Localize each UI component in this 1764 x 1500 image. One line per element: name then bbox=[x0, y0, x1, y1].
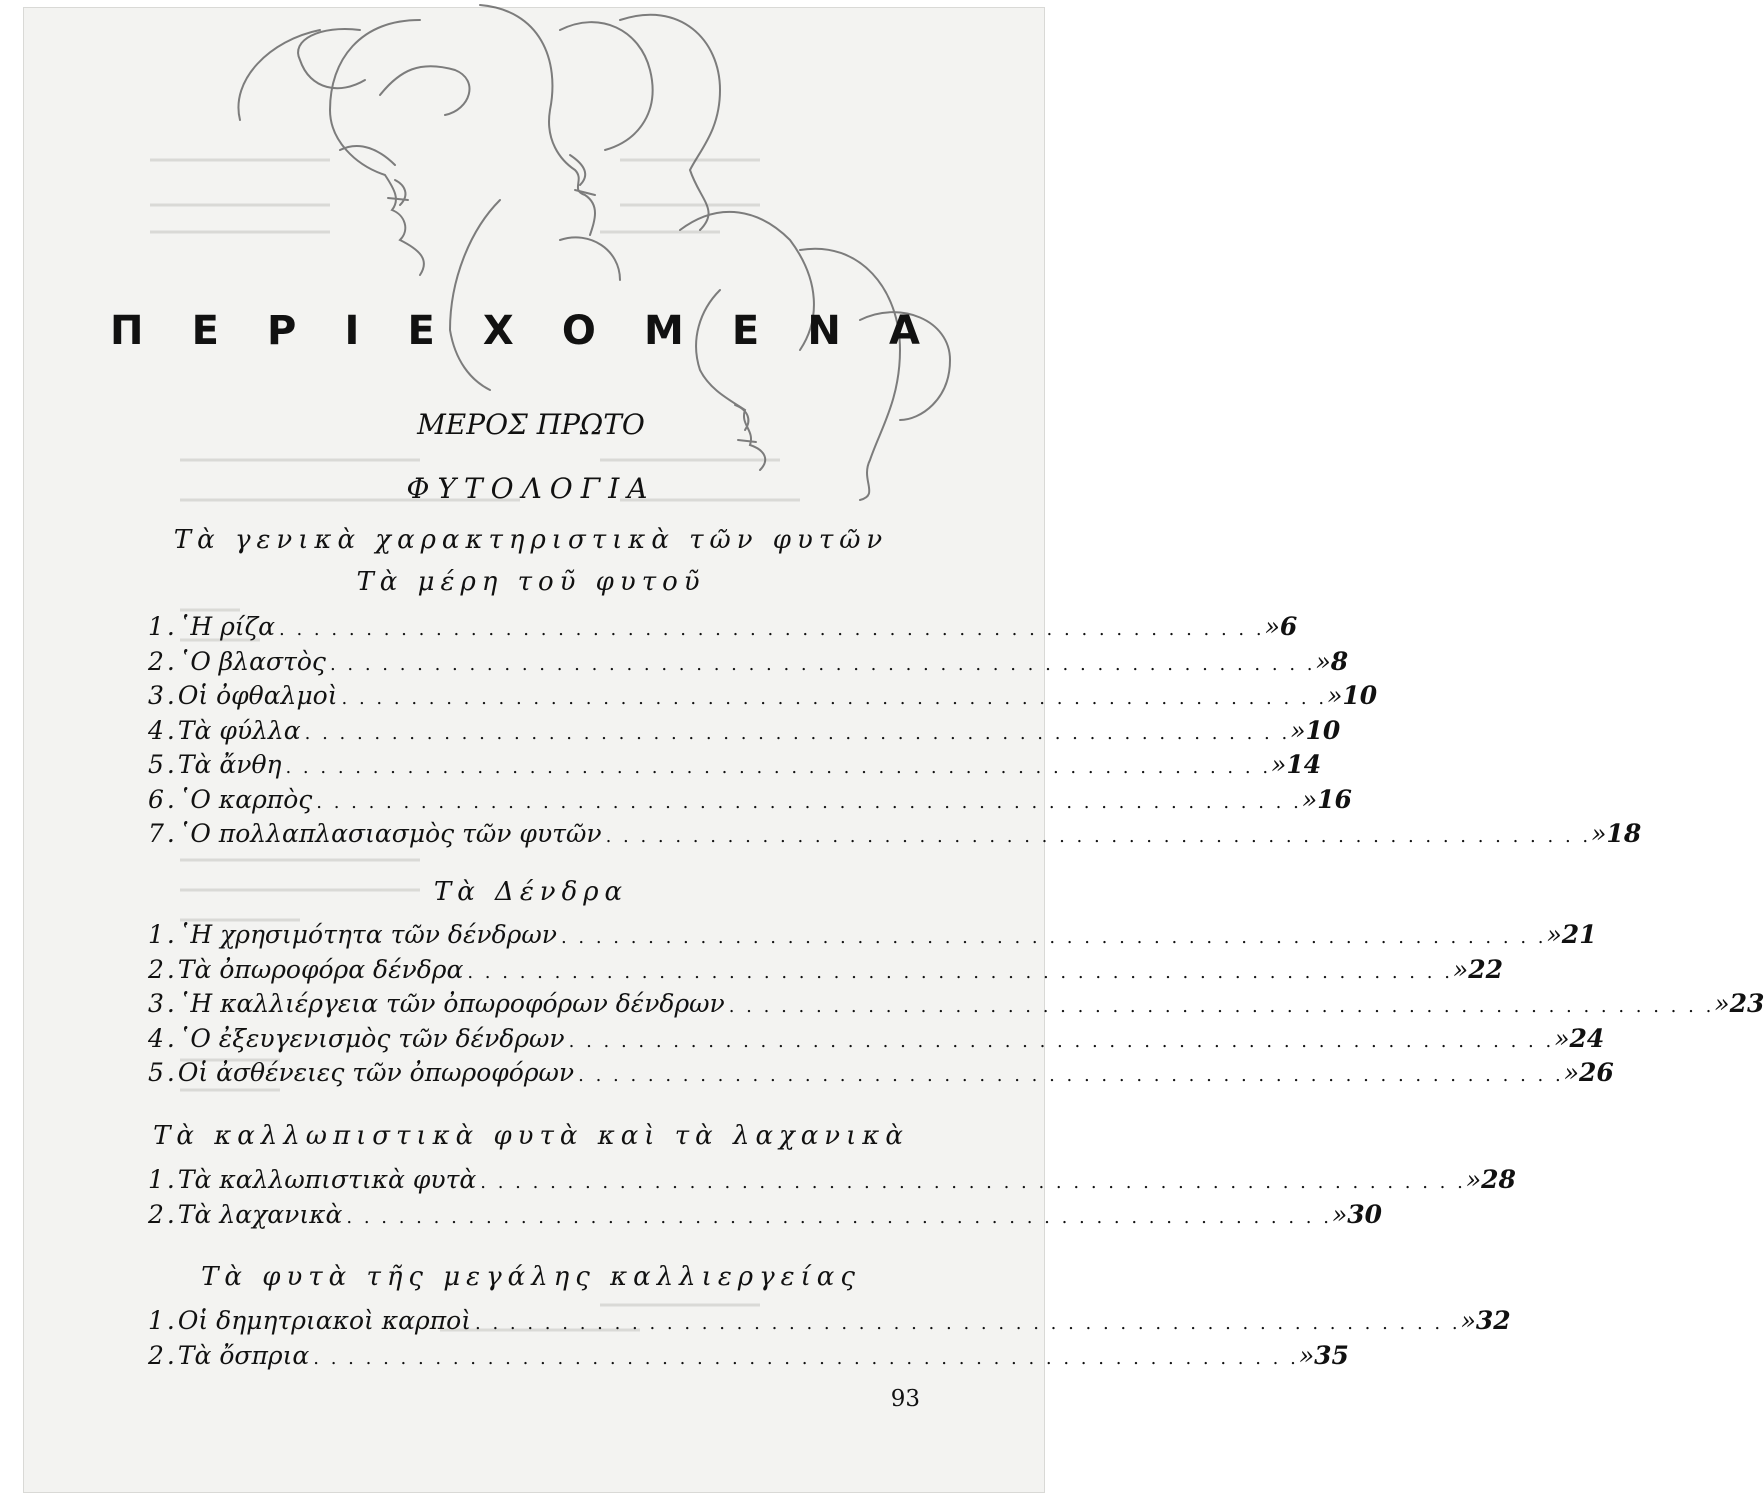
toc-entry bbox=[148, 612, 1298, 647]
entry-page: 10 bbox=[1305, 715, 1341, 745]
toc-entry bbox=[148, 819, 1642, 854]
toc-entry bbox=[148, 1058, 1614, 1093]
entry-title: Τὰ καλλωπιστικὰ φυτὰ bbox=[177, 1165, 477, 1194]
toc-entry bbox=[148, 989, 1764, 1024]
heading-letter: Ε bbox=[731, 308, 760, 354]
dot-leader: . . . . . . . . . . . . . . . . . . . . . . . . . . . . . . . . . . . . . . . . . . . . . . . . . . . . . . . . . bbox=[605, 826, 1592, 847]
entry-title: Οἱ δημητριακοὶ καρποὶ bbox=[177, 1306, 472, 1335]
ditto-mark: » bbox=[1465, 1165, 1482, 1194]
entry-title: Τὰ ὀπωροφόρα δένδρα bbox=[177, 954, 464, 984]
section-heading: Τὰ καλλωπιστικὰ φυτὰ καὶ τὰ λαχανικὰ bbox=[153, 1121, 909, 1151]
toc-entry bbox=[148, 954, 1504, 990]
entry-title: Τὰ φύλλα bbox=[177, 715, 301, 745]
toc-entry bbox=[148, 681, 1378, 716]
entry-title: ῾Ο ἐξευγενισμὸς τῶν δένδρων bbox=[177, 1023, 565, 1053]
toc-entry bbox=[148, 1340, 1349, 1376]
section-heading: Τὰ γενικὰ χαρακτηριστικὰ τῶν φυτῶν bbox=[173, 525, 889, 555]
entry-title: Οἱ ἀσθένειες τῶν ὀπωροφόρων bbox=[177, 1058, 575, 1087]
ditto-mark: » bbox=[1271, 750, 1287, 779]
toc-entry bbox=[148, 750, 1322, 785]
entry-title: Τὰ ὄσπρια bbox=[177, 1340, 310, 1370]
heading-letter: Ε bbox=[407, 308, 435, 354]
section-heading: Τὰ Δένδρα bbox=[433, 877, 629, 907]
entry-number: 6. bbox=[148, 784, 178, 814]
toc-group bbox=[148, 612, 1642, 854]
entry-number: 3. bbox=[148, 681, 178, 710]
dot-leader: . . . . . . . . . . . . . . . . . . . . . . . . . . . . . . . . . . . . . . . . . . . . . . . . . . . . . . . . . bbox=[329, 653, 1316, 675]
ditto-mark: » bbox=[1301, 784, 1318, 814]
entry-page: 10 bbox=[1342, 681, 1378, 710]
ditto-mark: » bbox=[1315, 646, 1331, 676]
dot-leader: . . . . . . . . . . . . . . . . . . . . . . . . . . . . . . . . . . . . . . . . . . . . . . . . . . . . . . . . . bbox=[341, 688, 1328, 709]
entry-number: 3. bbox=[148, 989, 178, 1018]
entry-page: 14 bbox=[1286, 750, 1322, 779]
entry-page: 30 bbox=[1347, 1199, 1383, 1229]
entry-number: 7. bbox=[148, 819, 178, 848]
entry-number: 1. bbox=[148, 1306, 178, 1335]
ditto-mark: » bbox=[1460, 1306, 1476, 1335]
heading-letter: Α bbox=[888, 308, 920, 354]
entry-number: 2. bbox=[148, 1340, 178, 1370]
entry-page: 28 bbox=[1481, 1165, 1516, 1194]
toc-entry bbox=[148, 715, 1341, 751]
entry-page: 23 bbox=[1729, 989, 1764, 1018]
ditto-mark: » bbox=[1591, 819, 1607, 848]
entry-page: 32 bbox=[1475, 1306, 1511, 1335]
section-heading: Τὰ φυτὰ τῆς μεγάλης καλλιεργείας bbox=[201, 1262, 861, 1292]
entry-number: 2. bbox=[148, 1199, 178, 1229]
entry-number: 4. bbox=[148, 715, 178, 745]
entry-title: ῾Ο καρπὸς bbox=[177, 784, 313, 814]
entry-title: ῾Ο βλαστὸς bbox=[177, 646, 326, 676]
ditto-mark: » bbox=[1546, 920, 1562, 949]
entry-title: Οἱ ὀφθαλμοὶ bbox=[177, 681, 338, 710]
entry-title: Τὰ ἄνθη bbox=[177, 750, 282, 779]
page-number: 93 bbox=[890, 1386, 920, 1412]
ditto-mark: » bbox=[1290, 715, 1306, 745]
entry-number: 1. bbox=[148, 920, 178, 949]
ditto-mark: » bbox=[1327, 681, 1343, 710]
dot-leader: . . . . . . . . . . . . . . . . . . . . . . . . . . . . . . . . . . . . . . . . . . . . . . . . . . . . . . . . . bbox=[728, 996, 1715, 1017]
entry-page: 16 bbox=[1317, 784, 1352, 814]
entry-page: 22 bbox=[1468, 954, 1504, 984]
toc-group bbox=[148, 1306, 1511, 1375]
dot-leader: . . . . . . . . . . . . . . . . . . . . . . . . . . . . . . . . . . . . . . . . . . . . . . . . . . . . . . . . . bbox=[304, 722, 1291, 744]
ditto-mark: » bbox=[1298, 1340, 1315, 1370]
contents-heading bbox=[110, 308, 920, 354]
ditto-mark: » bbox=[1714, 989, 1730, 1018]
entry-number: 2. bbox=[148, 954, 178, 984]
dot-leader: . . . . . . . . . . . . . . . . . . . . . . . . . . . . . . . . . . . . . . . . . . . . . . . . . . . . . . . . . bbox=[475, 1313, 1461, 1334]
toc-entry bbox=[148, 1306, 1511, 1341]
heading-letter: Π bbox=[110, 308, 144, 354]
heading-letter: Χ bbox=[482, 308, 514, 354]
toc-entry bbox=[148, 1023, 1605, 1059]
dot-leader: . . . . . . . . . . . . . . . . . . . . . . . . . . . . . . . . . . . . . . . . . . . . . . . . . . . . . . . . . bbox=[346, 1206, 1332, 1228]
entry-title: ῾Ο πολλαπλασιασμὸς τῶν φυτῶν bbox=[177, 819, 602, 848]
dot-leader: . . . . . . . . . . . . . . . . . . . . . . . . . . . . . . . . . . . . . . . . . . . . . . . . . . . . . . . . . bbox=[560, 927, 1547, 948]
dot-leader: . . . . . . . . . . . . . . . . . . . . . . . . . . . . . . . . . . . . . . . . . . . . . . . . . . . . . . . . . bbox=[316, 791, 1302, 813]
section-heading: Τὰ μέρη τοῦ φυτοῦ bbox=[356, 567, 706, 597]
ditto-mark: » bbox=[1331, 1199, 1348, 1229]
dot-leader: . . . . . . . . . . . . . . . . . . . . . . . . . . . . . . . . . . . . . . . . . . . . . . . . . . . . . . . . . bbox=[578, 1065, 1564, 1086]
entry-number: 2. bbox=[148, 646, 178, 676]
heading-letter: Ε bbox=[191, 308, 219, 354]
entry-title: ῾Η καλλιέργεια τῶν ὀπωροφόρων δένδρων bbox=[177, 989, 725, 1018]
toc-entry bbox=[148, 1165, 1516, 1200]
entry-page: 24 bbox=[1569, 1023, 1605, 1053]
dot-leader: . . . . . . . . . . . . . . . . . . . . . . . . . . . . . . . . . . . . . . . . . . . . . . . . . . . . . . . . . bbox=[313, 1347, 1299, 1369]
ditto-mark: » bbox=[1452, 954, 1469, 984]
entry-page: 26 bbox=[1578, 1058, 1614, 1087]
toc-group bbox=[148, 1165, 1516, 1234]
toc-entry bbox=[148, 646, 1349, 682]
entry-title: ῾Η ρίζα bbox=[177, 612, 276, 641]
ditto-mark: » bbox=[1563, 1058, 1579, 1087]
part-heading: ΜΕΡΟΣ ΠΡΩΤΟ bbox=[417, 408, 645, 441]
entry-number: 4. bbox=[148, 1023, 178, 1053]
heading-letter: Ρ bbox=[267, 308, 297, 354]
entry-page: 8 bbox=[1330, 646, 1349, 676]
entry-number: 1. bbox=[148, 612, 178, 641]
heading-letter: Ο bbox=[561, 308, 596, 354]
entry-page: 6 bbox=[1279, 612, 1298, 641]
entry-page: 18 bbox=[1606, 819, 1642, 848]
dot-leader: . . . . . . . . . . . . . . . . . . . . . . . . . . . . . . . . . . . . . . . . . . . . . . . . . . . . . . . . . bbox=[279, 619, 1265, 640]
toc-entry bbox=[148, 784, 1352, 820]
heading-letter: Ι bbox=[344, 308, 360, 354]
dot-leader: . . . . . . . . . . . . . . . . . . . . . . . . . . . . . . . . . . . . . . . . . . . . . . . . . . . . . . . . . bbox=[480, 1172, 1466, 1193]
entry-title: Τὰ λαχανικὰ bbox=[177, 1199, 343, 1229]
entry-title: ῾Η χρησιμότητα τῶν δένδρων bbox=[177, 920, 557, 949]
toc-group bbox=[148, 920, 1764, 1093]
heading-letter: Μ bbox=[643, 308, 684, 354]
toc-entry bbox=[148, 920, 1597, 955]
ditto-mark: » bbox=[1264, 612, 1280, 641]
dot-leader: . . . . . . . . . . . . . . . . . . . . . . . . . . . . . . . . . . . . . . . . . . . . . . . . . . . . . . . . . bbox=[568, 1030, 1555, 1052]
toc-entry bbox=[148, 1199, 1383, 1235]
heading-letter: Ν bbox=[807, 308, 841, 354]
entry-page: 21 bbox=[1561, 920, 1597, 949]
entry-number: 1. bbox=[148, 1165, 178, 1194]
entry-number: 5. bbox=[148, 1058, 178, 1087]
subject-heading: ΦΥΤΟΛΟΓΙΑ bbox=[406, 472, 656, 505]
entry-page: 35 bbox=[1314, 1340, 1349, 1370]
dot-leader: . . . . . . . . . . . . . . . . . . . . . . . . . . . . . . . . . . . . . . . . . . . . . . . . . . . . . . . . . bbox=[285, 757, 1272, 778]
ditto-mark: » bbox=[1554, 1023, 1570, 1053]
entry-number: 5. bbox=[148, 750, 178, 779]
dot-leader: . . . . . . . . . . . . . . . . . . . . . . . . . . . . . . . . . . . . . . . . . . . . . . . . . . . . . . . . . bbox=[467, 961, 1453, 983]
